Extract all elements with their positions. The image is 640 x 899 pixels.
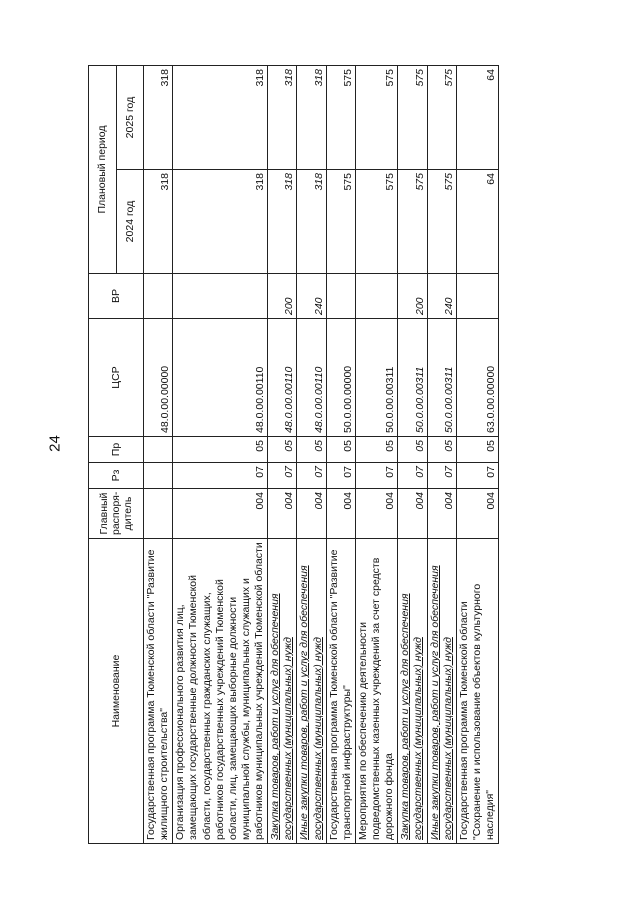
cell-rz bbox=[173, 463, 268, 489]
cell-v2024-text: 64 bbox=[485, 173, 498, 185]
cell-rz-text: 07 bbox=[384, 466, 397, 478]
table-row bbox=[297, 66, 326, 844]
cell-rz bbox=[355, 463, 397, 489]
header-2024: 2024 год bbox=[116, 170, 144, 274]
cell-name-text: Государственная программа Тюменской области "Развитие транспортной инфраструктуры" bbox=[327, 549, 353, 840]
cell-name-text: Мероприятия по обеспечению деятельности подведомственных казенных учреждений за счет средств дорожного фонда bbox=[356, 557, 396, 840]
cell-glav bbox=[144, 489, 173, 539]
cell-rz-text: 07 bbox=[341, 466, 354, 478]
cell-v2024-text: 318 bbox=[283, 173, 296, 191]
cell-csr-text: 63.0.00.00000 bbox=[485, 365, 498, 433]
cell-glav bbox=[427, 489, 456, 539]
cell-vr bbox=[144, 274, 173, 319]
cell-glav-text: 004 bbox=[442, 492, 455, 510]
table-row bbox=[398, 66, 427, 844]
cell-v2024 bbox=[355, 170, 397, 274]
table-row bbox=[427, 66, 456, 844]
cell-csr-text: 50.0.00.00311 bbox=[442, 366, 455, 433]
cell-v2024 bbox=[144, 170, 173, 274]
cell-name bbox=[144, 539, 173, 844]
cell-glav bbox=[297, 489, 326, 539]
cell-pr-text: 05 bbox=[413, 440, 426, 452]
cell-csr-text: 48.0.00.00110 bbox=[283, 366, 296, 433]
cell-csr-text: 48.0.00.00110 bbox=[254, 366, 267, 433]
cell-pr bbox=[456, 437, 498, 463]
cell-name-text: Государственная программа Тюменской области "Сохранение и использование объектов культурного наследия" bbox=[457, 583, 496, 840]
cell-vr-text: 240 bbox=[442, 297, 455, 315]
cell-rz-text: 07 bbox=[442, 466, 455, 478]
cell-name bbox=[427, 539, 456, 844]
cell-name-text: Закупка товаров, работ и услуг для обеспечения государственных (муниципальных) нужд bbox=[399, 593, 425, 840]
cell-v2024-text: 318 bbox=[312, 173, 325, 191]
header-name: Наименование bbox=[89, 539, 144, 844]
cell-pr bbox=[398, 437, 427, 463]
cell-name bbox=[456, 539, 498, 844]
header-rz: Рз bbox=[89, 463, 144, 489]
header-vr: ВР bbox=[89, 274, 144, 319]
header-row-1 bbox=[89, 66, 117, 844]
cell-pr bbox=[297, 437, 326, 463]
cell-glav bbox=[456, 489, 498, 539]
cell-csr-text: 48.0.00.00000 bbox=[159, 365, 172, 433]
cell-name bbox=[326, 539, 355, 844]
header-csr: ЦСР bbox=[89, 319, 144, 437]
cell-rz bbox=[398, 463, 427, 489]
cell-csr-text: 50.0.00.00311 bbox=[384, 366, 397, 433]
cell-v2025-text: 318 bbox=[254, 69, 267, 87]
cell-pr-text: 05 bbox=[254, 440, 267, 452]
cell-pr bbox=[144, 437, 173, 463]
cell-rz-text: 07 bbox=[312, 466, 325, 478]
cell-v2024 bbox=[268, 170, 297, 274]
cell-rz bbox=[144, 463, 173, 489]
cell-glav bbox=[355, 489, 397, 539]
cell-name-text: Организация профессионального развития лиц, замещающих государственные должности Тюменской области, государственных гражданских служащих, работников государственных учреждений Тюменской области, лиц, замещающих выборные должности муниципальной службы, муниципальных служащих и работников муниципальных учреждений Тюменской области bbox=[174, 542, 265, 840]
cell-v2025 bbox=[355, 66, 397, 170]
cell-vr-text: 200 bbox=[413, 297, 426, 315]
cell-name-text: Закупка товаров, работ и услуг для обеспечения государственных (муниципальных) нужд bbox=[269, 593, 295, 840]
cell-v2025 bbox=[144, 66, 173, 170]
cell-name bbox=[355, 539, 397, 844]
cell-name bbox=[297, 539, 326, 844]
cell-v2024-text: 318 bbox=[254, 173, 267, 191]
cell-v2024 bbox=[456, 170, 498, 274]
cell-csr bbox=[456, 319, 498, 437]
table-row bbox=[326, 66, 355, 844]
header-pr: Пр bbox=[89, 437, 144, 463]
cell-vr bbox=[326, 274, 355, 319]
cell-pr-text: 05 bbox=[442, 440, 455, 452]
cell-csr bbox=[144, 319, 173, 437]
cell-name bbox=[398, 539, 427, 844]
cell-v2025 bbox=[398, 66, 427, 170]
cell-v2025-text: 575 bbox=[341, 69, 354, 87]
cell-glav-text: 004 bbox=[254, 492, 267, 510]
cell-glav-text: 004 bbox=[341, 492, 354, 510]
cell-rz bbox=[427, 463, 456, 489]
cell-vr bbox=[398, 274, 427, 319]
header-glavny: Главный распоря-дитель bbox=[89, 489, 144, 539]
rotated-table-container bbox=[88, 66, 598, 844]
cell-v2025 bbox=[173, 66, 268, 170]
cell-pr-text: 05 bbox=[485, 440, 498, 452]
table-row bbox=[268, 66, 297, 844]
cell-v2025 bbox=[268, 66, 297, 170]
cell-vr bbox=[173, 274, 268, 319]
cell-v2024-text: 575 bbox=[442, 173, 455, 191]
cell-glav bbox=[326, 489, 355, 539]
cell-csr bbox=[398, 319, 427, 437]
cell-v2024 bbox=[427, 170, 456, 274]
cell-v2024 bbox=[326, 170, 355, 274]
cell-vr bbox=[268, 274, 297, 319]
cell-glav-text: 004 bbox=[283, 492, 296, 510]
table-row bbox=[144, 66, 173, 844]
table-body bbox=[144, 66, 499, 844]
cell-pr bbox=[326, 437, 355, 463]
header-period: Плановый период bbox=[89, 66, 117, 274]
cell-v2025-text: 575 bbox=[384, 69, 397, 87]
cell-rz-text: 07 bbox=[413, 466, 426, 478]
cell-pr-text: 05 bbox=[312, 440, 325, 452]
cell-v2025-text: 575 bbox=[442, 69, 455, 87]
cell-rz bbox=[456, 463, 498, 489]
cell-rz bbox=[297, 463, 326, 489]
cell-v2025 bbox=[456, 66, 498, 170]
cell-name bbox=[173, 539, 268, 844]
cell-rz-text: 07 bbox=[254, 466, 267, 478]
cell-vr-text: 200 bbox=[283, 297, 296, 315]
cell-pr bbox=[268, 437, 297, 463]
cell-csr bbox=[297, 319, 326, 437]
cell-glav-text: 004 bbox=[485, 492, 498, 510]
cell-vr bbox=[427, 274, 456, 319]
cell-name-text: Иные закупки товаров, работ и услуг для обеспечения государственных (муниципальных) нужд bbox=[428, 565, 454, 840]
cell-rz bbox=[268, 463, 297, 489]
cell-csr bbox=[326, 319, 355, 437]
cell-vr bbox=[297, 274, 326, 319]
cell-v2025 bbox=[297, 66, 326, 170]
cell-v2024-text: 318 bbox=[159, 173, 172, 191]
cell-glav-text: 004 bbox=[384, 492, 397, 510]
cell-glav-text: 004 bbox=[413, 492, 426, 510]
cell-v2024-text: 575 bbox=[413, 173, 426, 191]
cell-v2025 bbox=[427, 66, 456, 170]
cell-glav-text: 004 bbox=[312, 492, 325, 510]
table-row bbox=[456, 66, 498, 844]
cell-pr-text: 05 bbox=[283, 440, 296, 452]
cell-csr-text: 50.0.00.00311 bbox=[413, 366, 426, 433]
cell-glav bbox=[173, 489, 268, 539]
cell-pr bbox=[427, 437, 456, 463]
cell-v2025-text: 318 bbox=[312, 69, 325, 87]
cell-v2025-text: 318 bbox=[159, 69, 172, 87]
cell-v2025-text: 64 bbox=[485, 69, 498, 81]
cell-csr-text: 50.0.00.00000 bbox=[341, 365, 354, 433]
cell-v2024 bbox=[398, 170, 427, 274]
cell-name-text: Иные закупки товаров, работ и услуг для обеспечения государственных (муниципальных) нужд bbox=[298, 565, 324, 840]
budget-table bbox=[88, 65, 499, 844]
cell-glav bbox=[268, 489, 297, 539]
table-row bbox=[355, 66, 397, 844]
cell-v2025-text: 575 bbox=[413, 69, 426, 87]
cell-vr bbox=[456, 274, 498, 319]
cell-csr-text: 48.0.00.00110 bbox=[312, 366, 325, 433]
cell-csr bbox=[268, 319, 297, 437]
cell-v2024 bbox=[297, 170, 326, 274]
cell-rz-text: 07 bbox=[283, 466, 296, 478]
cell-pr bbox=[355, 437, 397, 463]
cell-v2024-text: 575 bbox=[341, 173, 354, 191]
cell-name bbox=[268, 539, 297, 844]
cell-pr-text: 05 bbox=[384, 440, 397, 452]
header-2025: 2025 год bbox=[116, 66, 144, 170]
cell-pr-text: 05 bbox=[341, 440, 354, 452]
cell-pr bbox=[173, 437, 268, 463]
table-row bbox=[173, 66, 268, 844]
cell-v2024 bbox=[173, 170, 268, 274]
cell-vr-text: 240 bbox=[312, 297, 325, 315]
cell-vr bbox=[355, 274, 397, 319]
cell-csr bbox=[355, 319, 397, 437]
cell-rz-text: 07 bbox=[485, 466, 498, 478]
cell-v2024-text: 575 bbox=[384, 173, 397, 191]
cell-csr bbox=[427, 319, 456, 437]
cell-v2025-text: 318 bbox=[283, 69, 296, 87]
cell-rz bbox=[326, 463, 355, 489]
cell-glav bbox=[398, 489, 427, 539]
cell-v2025 bbox=[326, 66, 355, 170]
page-number: 24 bbox=[46, 435, 64, 452]
cell-csr bbox=[173, 319, 268, 437]
cell-name-text: Государственная программа Тюменской области "Развитие жилищного строительства" bbox=[145, 549, 171, 840]
